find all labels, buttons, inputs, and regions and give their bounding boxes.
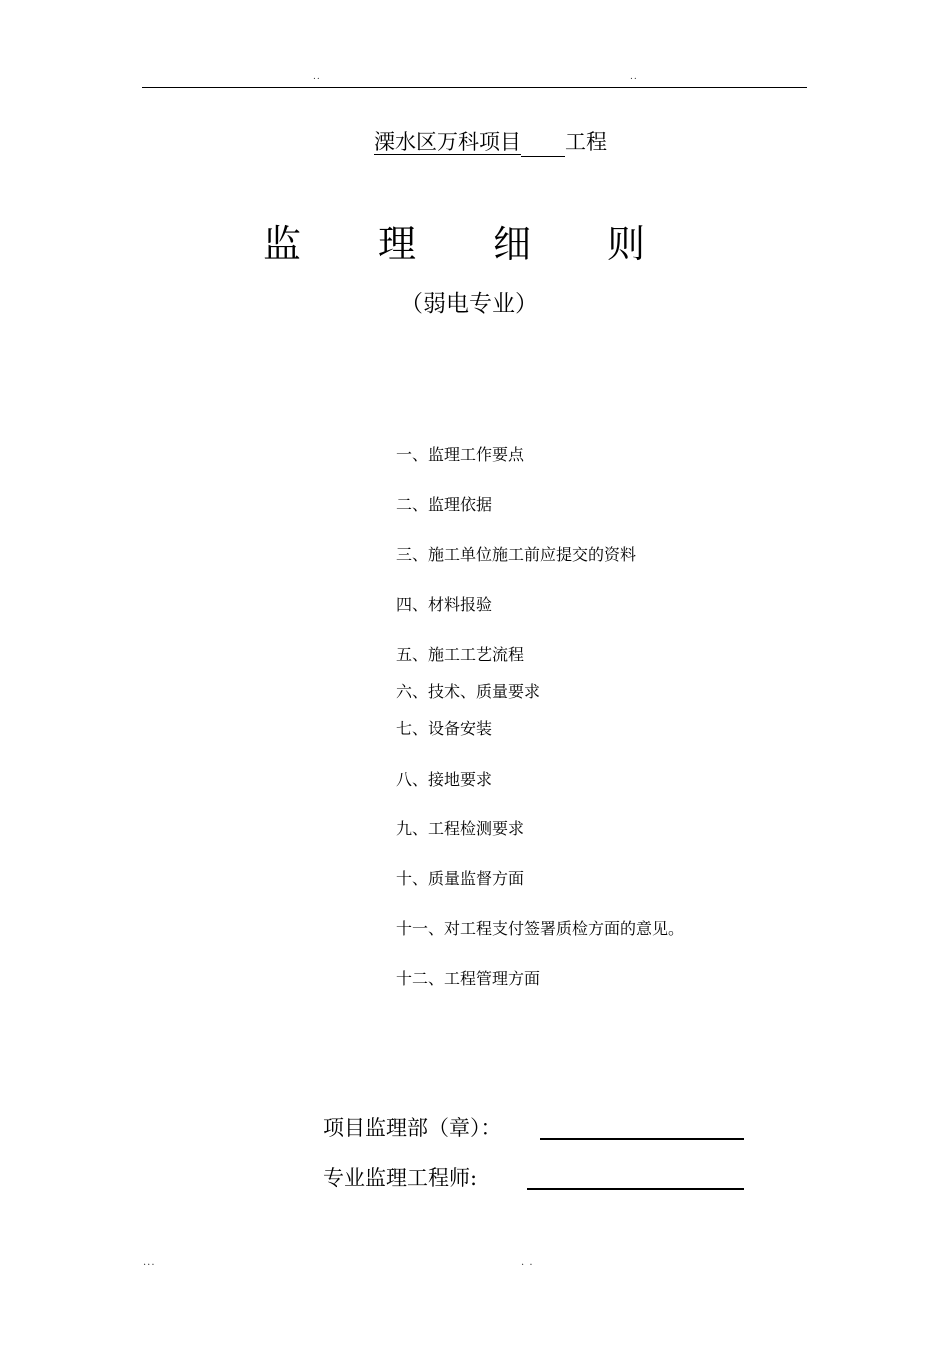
toc-item-6: 六、技术、质量要求 [396, 682, 541, 701]
toc-item-8: 八、接地要求 [396, 770, 493, 789]
header-mark-left: .. [313, 72, 321, 82]
toc-item-3: 三、施工单位施工前应提交的资料 [396, 545, 637, 564]
project-suffix: 工程 [565, 130, 607, 154]
toc-item-11: 十一、对工程支付签署质检方面的意见。 [396, 919, 685, 938]
subtitle: （弱电专业） [400, 291, 538, 317]
toc-item-7: 七、设备安装 [396, 719, 493, 738]
title-char-1: 监 [263, 222, 302, 266]
project-line [374, 128, 607, 157]
title-char-2: 理 [378, 222, 417, 266]
engineer-signature-line [527, 1188, 744, 1190]
header-rule [142, 87, 807, 88]
dept-seal-line [540, 1138, 744, 1140]
title-char-4: 则 [607, 222, 646, 266]
toc-item-2: 二、监理依据 [396, 495, 493, 514]
toc-item-1: 一、监理工作要点 [396, 445, 525, 464]
footer-mark-left: ... [143, 1257, 156, 1268]
toc-item-5: 五、施工工艺流程 [396, 645, 525, 664]
toc-item-9: 九、工程检测要求 [396, 819, 525, 838]
project-blank-underline [521, 130, 565, 157]
footer-mark-right: . . [521, 1257, 534, 1268]
project-name: 溧水区万科项目 [374, 130, 521, 154]
toc-item-12: 十二、工程管理方面 [396, 969, 541, 988]
dept-seal-label: 项目监理部（章）： [323, 1116, 502, 1140]
header-mark-right: .. [630, 72, 638, 82]
toc-item-10: 十、质量监督方面 [396, 869, 525, 888]
toc-item-4: 四、材料报验 [396, 595, 493, 614]
engineer-label: 专业监理工程师: [323, 1166, 478, 1190]
title-char-3: 细 [493, 222, 532, 266]
